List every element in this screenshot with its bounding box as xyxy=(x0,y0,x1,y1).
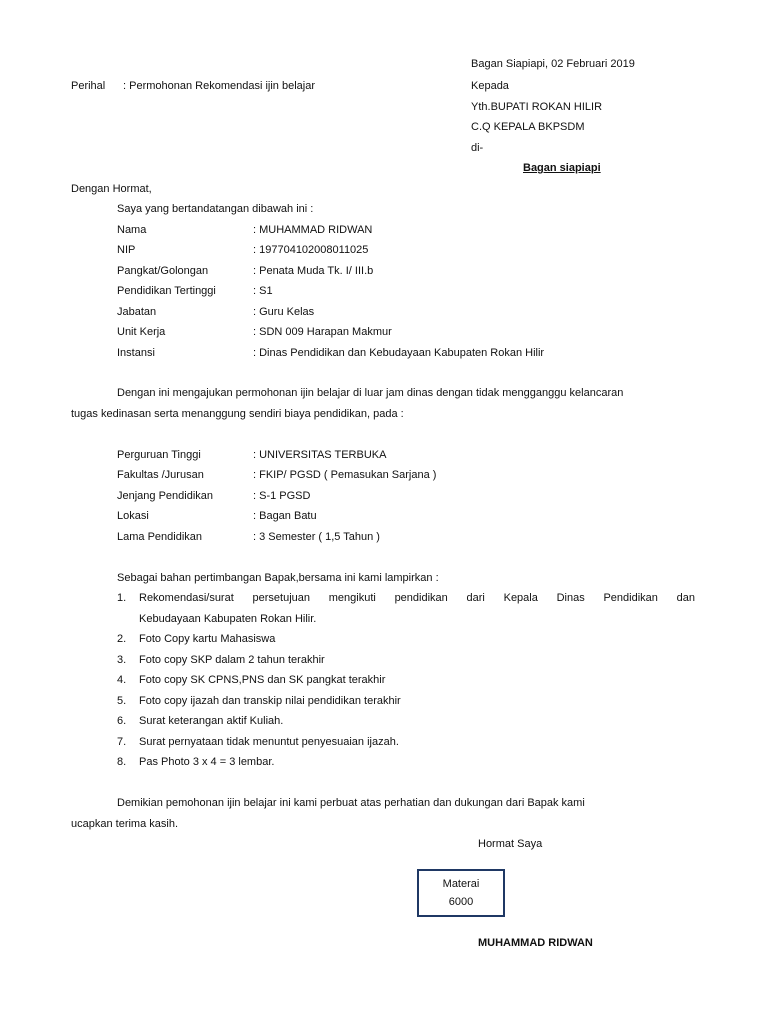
list-item-text: Kebudayaan Kabupaten Rokan Hilir. xyxy=(139,613,317,625)
identity-label: Instansi xyxy=(117,347,155,359)
list-item-number: 7. xyxy=(117,736,127,748)
identity-value: : 197704102008011025 xyxy=(253,244,369,256)
identity-label: Pangkat/Golongan xyxy=(117,265,209,277)
list-item-text: Pas Photo 3 x 4 = 3 lembar. xyxy=(139,756,275,768)
identity-value: : Guru Kelas xyxy=(253,306,315,318)
recipient-line-3: C.Q KEPALA BKPSDM xyxy=(471,121,585,133)
study-label: Perguruan Tinggi xyxy=(117,449,201,461)
identity-label: Pendidikan Tertinggi xyxy=(117,285,216,297)
closing-line-1: Demikian pemohonan ijin belajar ini kami perbuat atas perhatian dan dukungan dari Bapak kami xyxy=(117,797,585,809)
list-item-number: 5. xyxy=(117,695,127,707)
list-item-text: Foto copy ijazah dan transkip nilai pendidikan terakhir xyxy=(139,695,401,707)
list-item-text: Foto copy SK CPNS,PNS dan SK pangkat terakhir xyxy=(139,674,386,686)
identity-label: Unit Kerja xyxy=(117,326,166,338)
identity-value: : SDN 009 Harapan Makmur xyxy=(253,326,392,338)
study-value: : Bagan Batu xyxy=(253,510,317,522)
identity-label: Nama xyxy=(117,224,147,236)
list-item-text: Rekomendasi/surat persetujuan mengikuti pendidikan dari Kepala Dinas Pendidikan dan xyxy=(139,592,695,604)
intro-text: Saya yang bertandatangan dibawah ini : xyxy=(117,203,314,215)
perihal-label: Perihal xyxy=(71,80,106,92)
identity-value: : MUHAMMAD RIDWAN xyxy=(253,224,373,236)
place-date: Bagan Siapiapi, 02 Februari 2019 xyxy=(471,58,635,70)
recipient-city: Bagan siapiapi xyxy=(523,162,601,174)
list-item-number: 4. xyxy=(117,674,127,686)
list-item-number: 8. xyxy=(117,756,127,768)
list-item-number: 3. xyxy=(117,654,127,666)
identity-value: : Dinas Pendidikan dan Kebudayaan Kabupaten Rokan Hilir xyxy=(253,347,545,359)
list-item-number: 1. xyxy=(117,592,127,604)
signer-name: MUHAMMAD RIDWAN xyxy=(478,937,593,949)
study-value: : UNIVERSITAS TERBUKA xyxy=(253,449,387,461)
stamp-box xyxy=(417,869,505,917)
study-label: Lokasi xyxy=(117,510,149,522)
recipient-line-4: di- xyxy=(471,142,484,154)
request-line-2: tugas kedinasan serta menanggung sendiri biaya pendidikan, pada : xyxy=(71,408,404,420)
attachments-intro: Sebagai bahan pertimbangan Bapak,bersama ini kami lampirkan : xyxy=(117,572,439,584)
salutation: Dengan Hormat, xyxy=(71,183,152,195)
stamp-value: 6000 xyxy=(448,896,474,908)
request-line-1: Dengan ini mengajukan permohonan ijin belajar di luar jam dinas dengan tidak mengganggu kelancaran xyxy=(117,387,624,399)
identity-label: Jabatan xyxy=(117,306,157,318)
study-label: Lama Pendidikan xyxy=(117,531,203,543)
regards-text: Hormat Saya xyxy=(478,838,543,850)
identity-label: NIP xyxy=(117,244,136,256)
list-item-text: Foto Copy kartu Mahasiswa xyxy=(139,633,276,645)
study-label: Jenjang Pendidikan xyxy=(117,490,214,502)
closing-line-2: ucapkan terima kasih. xyxy=(71,818,178,830)
study-value: : 3 Semester ( 1,5 Tahun ) xyxy=(253,531,380,543)
list-item-text: Surat keterangan aktif Kuliah. xyxy=(139,715,284,727)
list-item-text: Foto copy SKP dalam 2 tahun terakhir xyxy=(139,654,325,666)
list-item-text: Surat pernyataan tidak menuntut penyesuaian ijazah. xyxy=(139,736,399,748)
study-label: Fakultas /Jurusan xyxy=(117,469,204,481)
study-value: : S-1 PGSD xyxy=(253,490,311,502)
perihal-value: : Permohonan Rekomendasi ijin belajar xyxy=(123,80,315,92)
study-value: : FKIP/ PGSD ( Pemasukan Sarjana ) xyxy=(253,469,437,481)
recipient-line-1: Kepada xyxy=(471,80,509,92)
list-item-number: 2. xyxy=(117,633,127,645)
identity-value: : S1 xyxy=(253,285,273,297)
recipient-line-2: Yth.BUPATI ROKAN HILIR xyxy=(471,101,603,113)
stamp-label: Materai xyxy=(442,878,480,890)
list-item-number: 6. xyxy=(117,715,127,727)
identity-value: : Penata Muda Tk. I/ III.b xyxy=(253,265,374,277)
